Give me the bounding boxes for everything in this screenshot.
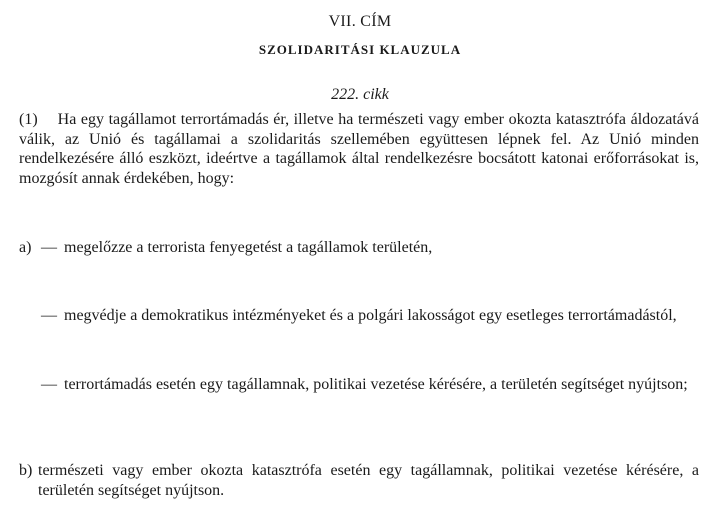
item-text-a3: terrortámadás esetén egy tagállamnak, politikai vezetése kérésére, a területén segítséget nyújtson; bbox=[64, 376, 688, 393]
item-label-a: a) bbox=[19, 239, 32, 256]
item-text-b: természeti vagy ember okozta katasztrófa esetén egy tagállamnak, politikai vezetése kérésére, a területén segítséget nyújtson. bbox=[38, 462, 699, 499]
list-item-b bbox=[19, 461, 699, 501]
item-text-a2: megvédje a demokratikus intézményeket és a polgári lakosságot egy esetleges terrortámadástól, bbox=[64, 307, 677, 324]
paragraph-number: (1) bbox=[19, 111, 38, 128]
paragraph-1 bbox=[19, 110, 699, 188]
list-item-a2 bbox=[19, 306, 699, 326]
em-dash: — bbox=[41, 307, 57, 324]
item-label-b: b) bbox=[19, 462, 33, 479]
paragraph-text: Ha egy tagállamot terrortámadás ér, illetve ha természeti vagy ember okozta katasztrófa áldozatává válik, az Unió és tagállamai a szolidaritás szellemében együttesen lépnek fel. Az Unió minden rendelkezésére álló eszközt, ideértve a tagállamok által rendelkezésre bocsátott katonai erőforrásokat is, mozgósít annak érdekében, hogy: bbox=[19, 111, 699, 187]
section-subtitle: SZOLIDARITÁSI KLAUZULA bbox=[258, 42, 462, 57]
em-dash: — bbox=[41, 376, 57, 393]
section-title: VII. CÍM bbox=[328, 13, 392, 30]
article-heading: 222. cikk bbox=[331, 86, 389, 103]
em-dash: — bbox=[41, 239, 57, 256]
item-text-a1: megelőzze a terrorista fenyegetést a tagállamok területén, bbox=[64, 239, 433, 256]
list-item-a3 bbox=[19, 375, 699, 415]
list-item-a bbox=[19, 238, 699, 258]
